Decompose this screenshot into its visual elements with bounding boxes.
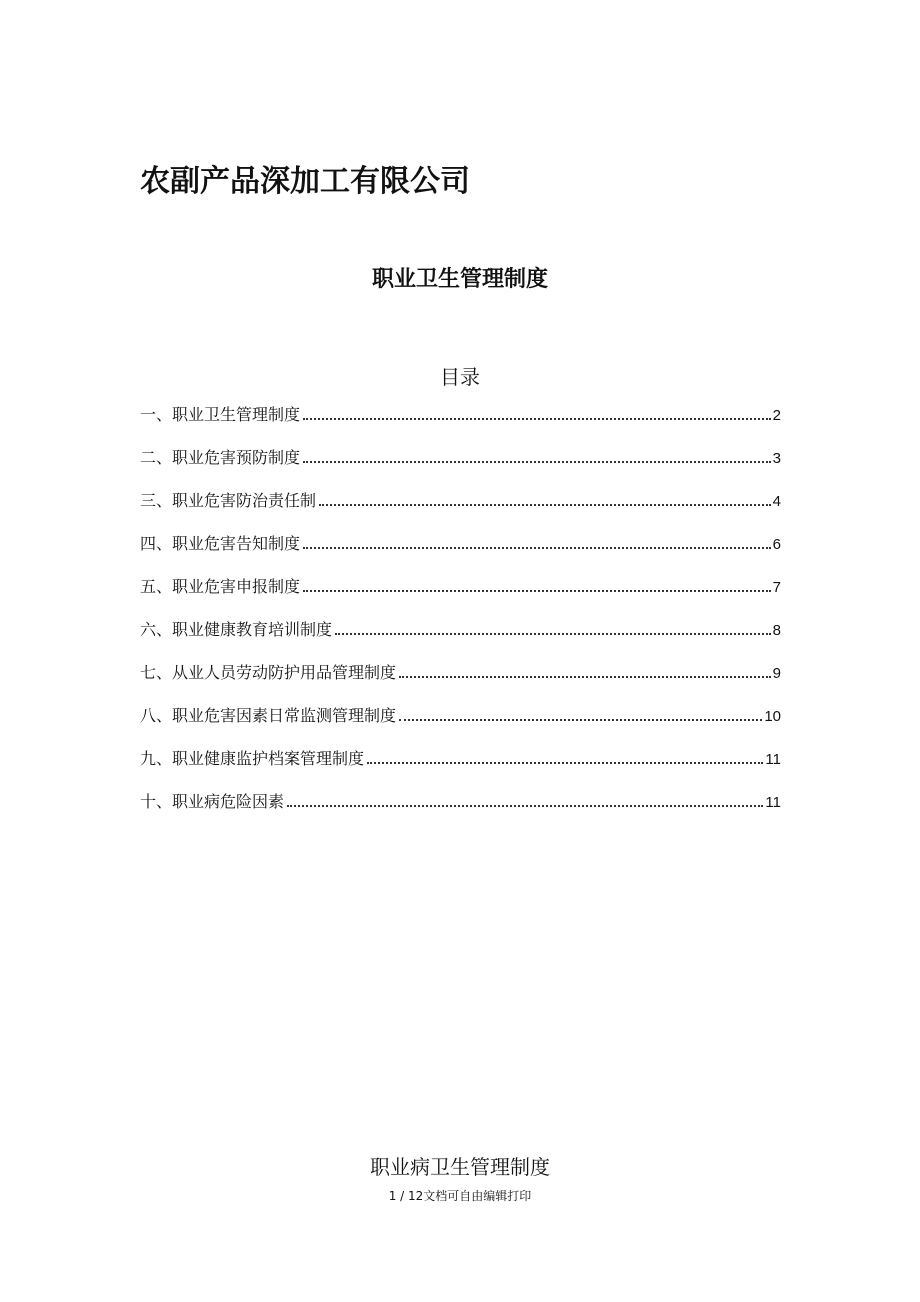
toc-entry-3[interactable]	[140, 488, 781, 531]
toc-entry-1[interactable]	[140, 402, 781, 445]
toc-entry-5[interactable]	[140, 574, 781, 617]
toc-entry-page: 9	[772, 665, 781, 682]
toc-entry-page: 6	[772, 536, 781, 553]
toc-entry-9[interactable]	[140, 746, 781, 789]
toc-entry-label: 八、职业危害因素日常监测管理制度	[140, 706, 397, 725]
toc-entry-label: 七、从业人员劳动防护用品管理制度	[140, 663, 397, 682]
dot-leader	[399, 719, 762, 721]
toc-entry-label: 二、职业危害预防制度	[140, 448, 301, 467]
document-title: 职业卫生管理制度	[371, 267, 548, 292]
toc-entry-label: 四、职业危害告知制度	[140, 534, 301, 553]
toc-entry-page: 2	[772, 407, 781, 424]
dot-leader	[399, 676, 771, 678]
footer-page-info: 1 / 12文档可自由编辑打印	[388, 1189, 532, 1203]
toc-entry-page: 3	[772, 450, 781, 467]
toc-entry-label: 一、职业卫生管理制度	[140, 405, 301, 424]
toc-entry-page: 11	[765, 751, 781, 768]
company-name: 农副产品深加工有限公司	[140, 164, 470, 199]
toc-entry-page: 4	[772, 493, 781, 510]
toc-entry-page: 7	[772, 579, 781, 596]
toc-entry-page: 10	[764, 708, 781, 725]
toc-entry-label: 三、职业危害防治责任制	[140, 491, 317, 510]
toc-entry-page: 8	[772, 622, 781, 639]
toc-entry-6[interactable]	[140, 617, 781, 660]
toc-entry-label: 九、职业健康监护档案管理制度	[140, 749, 365, 768]
toc-heading: 目录	[440, 365, 480, 389]
toc-entry-label: 六、职业健康教育培训制度	[140, 620, 333, 639]
dot-leader	[303, 418, 771, 420]
dot-leader	[303, 590, 771, 592]
dot-leader	[287, 805, 763, 807]
table-of-contents	[140, 402, 781, 832]
dot-leader	[303, 547, 771, 549]
toc-entry-7[interactable]	[140, 660, 781, 703]
dot-leader	[367, 762, 763, 764]
dot-leader	[319, 504, 771, 506]
toc-entry-10[interactable]	[140, 789, 781, 832]
toc-entry-label: 五、职业危害申报制度	[140, 577, 301, 596]
footer-title: 职业病卫生管理制度	[370, 1155, 550, 1179]
toc-entry-2[interactable]	[140, 445, 781, 488]
toc-entry-4[interactable]	[140, 531, 781, 574]
toc-entry-8[interactable]	[140, 703, 781, 746]
toc-entry-page: 11	[765, 794, 781, 811]
dot-leader	[335, 633, 771, 635]
toc-entry-label: 十、职业病危险因素	[140, 792, 285, 811]
dot-leader	[303, 461, 771, 463]
